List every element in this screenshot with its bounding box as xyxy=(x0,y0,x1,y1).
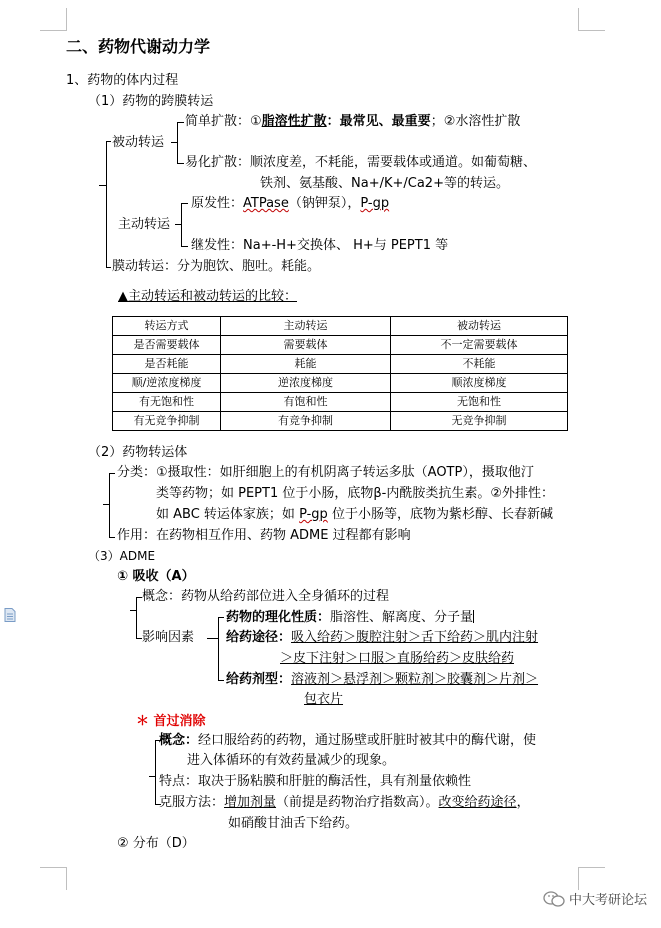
factors-bracket xyxy=(218,617,224,681)
table-cell: 有竞争抑制 xyxy=(221,412,391,431)
transporter-effect-line: 作用：在药物相互作用、药物 ADME 过程都有影响 xyxy=(117,528,411,543)
comparison-table xyxy=(112,316,568,431)
crop-mark-bl-h xyxy=(40,867,67,868)
dosage-form-line1: 给药剂型：溶液剂＞悬浮剂＞颗粒剂＞胶囊剂＞片剂＞ xyxy=(226,672,539,687)
crop-mark-br-h xyxy=(578,867,605,868)
subsection-heading-adme: （3）ADME xyxy=(88,549,156,563)
table-header-cell: 被动转运 xyxy=(391,317,568,336)
first-pass-concept-line1: 概念：经口服给药的药物，通过肠壁或肝脏时被其中的酶代谢，使 xyxy=(159,733,537,748)
crop-mark-tl-h xyxy=(40,30,67,31)
transporter-bracket xyxy=(109,473,115,538)
secondary-active-line: 继发性：Na+-H+交换体、 H+与 PEPT1 等 xyxy=(191,238,449,253)
active-bracket xyxy=(181,203,188,247)
table-header-row xyxy=(113,317,568,336)
primary-active-line: 原发性：ATPase（钠钾泵），P-gp xyxy=(191,196,390,211)
outer-bracket xyxy=(106,141,107,268)
watermark xyxy=(543,889,647,908)
table-row xyxy=(113,355,568,374)
crop-mark-tr-h xyxy=(578,30,605,31)
table-row xyxy=(113,412,568,431)
table-cell: 无竞争抑制 xyxy=(391,412,568,431)
subsection-heading-transporter: （2）药物转运体 xyxy=(88,445,188,460)
simple-diffusion-line: 简单扩散：①脂溶性扩散：最常见、最重要；②水溶性扩散 xyxy=(185,114,521,129)
route-line2: ＞皮下注射＞口服＞直肠给药＞皮肤给药 xyxy=(280,651,515,666)
absorption-heading: ① 吸收（A） xyxy=(117,569,195,584)
table-row xyxy=(113,336,568,355)
wechat-icon xyxy=(543,890,565,908)
transporter-class-line2: 类等药物；如 PEPT1 位于小肠，底物β-内酰胺类抗生素。②外排性： xyxy=(156,486,555,501)
passive-bracket xyxy=(177,122,184,164)
passive-label: 被动转运 xyxy=(112,135,165,150)
absorption-concept-line: 概念：药物从给药部位进入全身循环的过程 xyxy=(142,589,390,604)
section-title: 二、药物代谢动力学 xyxy=(66,37,211,56)
first-pass-overcome-line1: 克服方法：增加剂量（前提是药物治疗指数高）。改变给药途径， xyxy=(159,795,530,810)
influencing-factors-label: 影响因素 xyxy=(142,630,195,645)
table-cell: 有无竞争抑制 xyxy=(113,412,221,431)
dosage-form-line2: 包衣片 xyxy=(304,692,344,707)
crop-mark-tr-v xyxy=(578,8,579,30)
first-pass-heading: ＊ 首过消除 xyxy=(136,714,206,729)
table-cell: 不耗能 xyxy=(391,355,568,374)
route-line1: 给药途径：吸入给药＞腹腔注射＞舌下给药＞肌内注射 xyxy=(226,630,539,645)
table-cell: 是否耗能 xyxy=(113,355,221,374)
subsection-heading: 1、药物的体内过程 xyxy=(66,73,179,88)
watermark-text: 中大考研论坛 xyxy=(568,893,647,908)
membrane-transport-line: 膜动转运：分为胞饮、胞吐。耗能。 xyxy=(112,259,321,274)
first-pass-feature-line: 特点：取决于肠粘膜和肝脏的酶活性，具有剂量依赖性 xyxy=(159,774,472,789)
distribution-heading: ② 分布（D） xyxy=(117,836,195,851)
table-cell: 不一定需要载体 xyxy=(391,336,568,355)
document-icon[interactable] xyxy=(4,608,16,622)
first-pass-overcome-line2: 如硝酸甘油舌下给药。 xyxy=(228,816,359,831)
facilitated-diffusion-line2: 铁剂、氨基酸、Na+/K+/Ca2+等的转运。 xyxy=(260,176,509,191)
crop-mark-br-v xyxy=(578,868,579,890)
table-cell: 有饱和性 xyxy=(221,393,391,412)
table-row xyxy=(113,393,568,412)
table-cell: 无饱和性 xyxy=(391,393,568,412)
table-cell: 有无饱和性 xyxy=(113,393,221,412)
first-pass-concept-line2: 进入体循环的有效药量减少的现象。 xyxy=(187,753,396,768)
crop-mark-tl-v xyxy=(66,8,67,30)
table-cell: 顺/逆浓度梯度 xyxy=(113,374,221,393)
transporter-class-line1: 分类：①摄取性：如肝细胞上的有机阴离子转运多肽（AOTP），摄取他汀 xyxy=(117,465,534,480)
subsection-heading-membrane: （1）药物的跨膜转运 xyxy=(88,94,214,109)
active-label: 主动转运 xyxy=(118,217,171,232)
comparison-heading: ▲主动转运和被动转运的比较： xyxy=(118,289,297,304)
table-header-cell: 主动转运 xyxy=(221,317,391,336)
physchem-line: 药物的理化性质：脂溶性、解离度、分子量 xyxy=(226,610,474,625)
table-cell: 耗能 xyxy=(221,355,391,374)
table-row xyxy=(113,374,568,393)
table-header-cell: 转运方式 xyxy=(113,317,221,336)
transporter-class-line3: 如 ABC 转运体家族；如 P-gp 位于小肠等，底物为紫杉醇、长春新碱 xyxy=(156,507,553,522)
table-cell: 顺浓度梯度 xyxy=(391,374,568,393)
facilitated-diffusion-line1: 易化扩散：顺浓度差，不耗能，需要载体或通道。如葡萄糖、 xyxy=(185,155,537,170)
table-cell: 逆浓度梯度 xyxy=(221,374,391,393)
table-cell: 需要载体 xyxy=(221,336,391,355)
crop-mark-bl-v xyxy=(66,868,67,890)
table-cell: 是否需要载体 xyxy=(113,336,221,355)
